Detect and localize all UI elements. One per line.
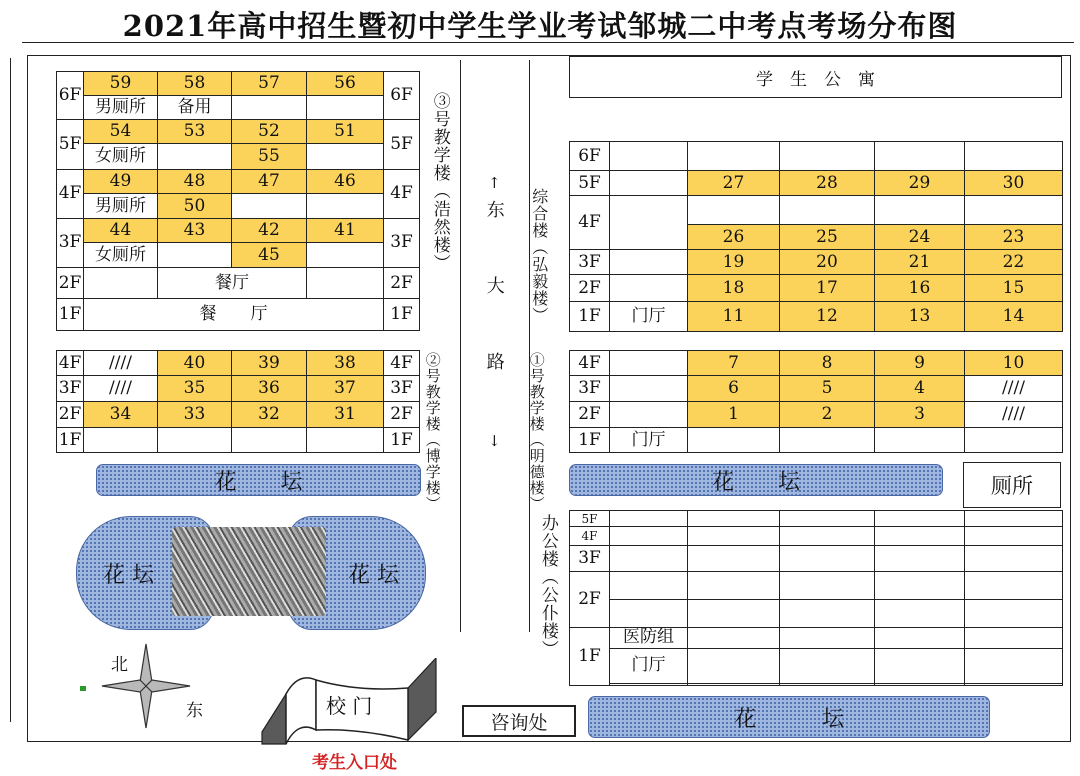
exam-room: 11 [688, 302, 780, 332]
exam-room: 52 [232, 119, 307, 143]
empty-room [688, 599, 780, 627]
exam-room: 26 [688, 225, 780, 250]
exam-room: 13 [875, 302, 965, 332]
exam-room: 29 [875, 171, 965, 196]
exam-room: 39 [232, 351, 307, 376]
exam-room: 38 [307, 351, 384, 376]
empty-room [610, 142, 688, 171]
floor-label: 5F [57, 119, 84, 169]
floor-label: 3F [570, 376, 610, 402]
building-2-name: ②号教学楼（博学楼） [423, 352, 442, 512]
rockery-image [172, 527, 326, 616]
empty-room [875, 511, 965, 527]
floor-label: 2F [570, 402, 610, 428]
floor-label: 4F [57, 169, 84, 218]
floor-label: 6F [57, 72, 84, 120]
empty-room [780, 428, 875, 453]
empty-room [875, 571, 965, 599]
empty-room [688, 527, 780, 546]
flowerbed-bottom-right: 花 坛 [588, 696, 990, 738]
empty-room [780, 142, 875, 171]
closed-room: //// [965, 402, 1063, 428]
exam-room: 22 [965, 250, 1063, 275]
dining-hall: 餐 厅 [84, 299, 384, 331]
exam-room: 53 [158, 119, 232, 143]
flowerbed-left: 花 坛 [76, 516, 214, 630]
exam-room: 15 [965, 275, 1063, 302]
empty-room [965, 428, 1063, 453]
empty-room [688, 627, 780, 648]
floor-label: 1F [384, 428, 420, 453]
lobby: 门厅 [610, 428, 688, 453]
exam-room: 16 [875, 275, 965, 302]
floor-label: 1F [570, 627, 610, 685]
empty-room [875, 142, 965, 171]
exam-room: 8 [780, 351, 875, 376]
empty-room [610, 599, 688, 627]
empty-room [875, 527, 965, 546]
floor-label: 3F [57, 376, 84, 402]
exam-room: 10 [965, 351, 1063, 376]
exam-room: 49 [84, 169, 158, 193]
empty-room [610, 527, 688, 546]
floor-label: 3F [570, 250, 610, 275]
empty-room [610, 275, 688, 302]
empty-room [232, 194, 307, 218]
empty-room [875, 627, 965, 648]
floor-label: 3F [570, 545, 610, 571]
lobby: 门厅 [610, 648, 688, 683]
exam-room: 44 [84, 218, 158, 242]
closed-room: //// [84, 376, 158, 402]
empty-room [688, 142, 780, 171]
empty-room [688, 648, 780, 683]
restroom-women: 女厕所 [84, 243, 158, 267]
closed-room: //// [965, 376, 1063, 402]
exam-room: 35 [158, 376, 232, 402]
empty-room [780, 599, 875, 627]
toilet: 厕所 [963, 462, 1061, 508]
exam-room: 58 [158, 72, 232, 96]
road-label: 东大路 [483, 200, 505, 428]
floor-label: 1F [570, 302, 610, 332]
building-3-grid [56, 71, 420, 331]
exam-room: 33 [158, 402, 232, 428]
flowerbed-top-right: 花 坛 [569, 464, 943, 496]
empty-room [780, 627, 875, 648]
empty-room [307, 267, 384, 299]
floor-label: 5F [384, 119, 420, 169]
building-1-grid [569, 350, 1063, 453]
restroom-women: 女厕所 [84, 144, 158, 169]
exam-room: 50 [158, 194, 232, 218]
floor-label: 2F [570, 275, 610, 302]
exam-room: 7 [688, 351, 780, 376]
empty-room [610, 376, 688, 402]
school-gate-label: 校 门 [326, 694, 373, 718]
empty-room [875, 428, 965, 453]
exam-room: 6 [688, 376, 780, 402]
exam-room: 57 [232, 72, 307, 96]
empty-room [688, 511, 780, 527]
page-title: 2021年高中招生暨初中学生学业考试邹城二中考点考场分布图 [122, 9, 958, 43]
closed-room: //// [84, 351, 158, 376]
comprehensive-building-name: 综合楼（弘毅楼） [529, 188, 549, 324]
student-dormitory: 学 生 公 寓 [569, 56, 1062, 98]
empty-room [875, 599, 965, 627]
floor-label: 6F [384, 72, 420, 120]
empty-room [688, 428, 780, 453]
exam-room: 20 [780, 250, 875, 275]
road-arrow-up: ↑ [488, 174, 501, 192]
comprehensive-building-grid [569, 141, 1063, 332]
compass-east-label: 东 [186, 701, 203, 721]
exam-room: 21 [875, 250, 965, 275]
floor-label: 1F [57, 428, 84, 453]
floor-label: 4F [57, 351, 84, 376]
empty-room [780, 545, 875, 571]
empty-room [307, 194, 384, 218]
exam-room: 59 [84, 72, 158, 96]
exam-room: 34 [84, 402, 158, 428]
exam-room: 42 [232, 218, 307, 242]
exam-room: 19 [688, 250, 780, 275]
green-marker [80, 686, 86, 691]
exam-room: 48 [158, 169, 232, 193]
exam-room: 46 [307, 169, 384, 193]
empty-room [84, 428, 158, 453]
empty-room [232, 428, 307, 453]
empty-room [610, 351, 688, 376]
floor-label: 1F [57, 299, 84, 331]
road-left-edge [460, 60, 461, 632]
exam-room: 23 [965, 225, 1063, 250]
office-building-grid [569, 510, 1063, 686]
floor-label: 6F [570, 142, 610, 171]
floor-label: 4F [384, 169, 420, 218]
empty-room [232, 96, 307, 119]
empty-room [610, 402, 688, 428]
left-margin-line [10, 58, 11, 722]
exam-room: 47 [232, 169, 307, 193]
exam-room: 17 [780, 275, 875, 302]
floor-label: 3F [384, 218, 420, 267]
empty-room [610, 511, 688, 527]
building-3-name: ③号教学楼（浩然楼） [429, 92, 450, 272]
empty-room [965, 527, 1063, 546]
empty-room [780, 511, 875, 527]
empty-room [875, 648, 965, 683]
exam-room: 5 [780, 376, 875, 402]
road-right-edge [529, 60, 530, 632]
empty-room [780, 648, 875, 683]
floor-label: 2F [57, 402, 84, 428]
student-entrance-label: 考生入口处 [312, 753, 397, 773]
exam-room: 4 [875, 376, 965, 402]
exam-room: 43 [158, 218, 232, 242]
floor-label: 2F [384, 267, 420, 299]
floor-label: 4F [570, 196, 610, 250]
empty-room [780, 571, 875, 599]
exam-room: 14 [965, 302, 1063, 332]
empty-room [965, 142, 1063, 171]
empty-room [780, 196, 875, 225]
exam-room: 51 [307, 119, 384, 143]
restroom-men: 男厕所 [84, 96, 158, 119]
empty-room [780, 527, 875, 546]
building-2-grid [56, 350, 420, 453]
exam-room: 27 [688, 171, 780, 196]
empty-room [875, 545, 965, 571]
empty-room [965, 648, 1063, 683]
empty-room [965, 196, 1063, 225]
floor-label: 4F [384, 351, 420, 376]
floor-label: 3F [57, 218, 84, 267]
exam-room: 45 [232, 243, 307, 267]
empty-room [688, 196, 780, 225]
exam-room: 9 [875, 351, 965, 376]
empty-room [158, 428, 232, 453]
floor-label: 4F [570, 527, 610, 546]
empty-room [610, 250, 688, 275]
empty-room [610, 196, 688, 250]
lobby: 门厅 [610, 302, 688, 332]
floor-label: 5F [570, 171, 610, 196]
floor-label: 2F [570, 571, 610, 627]
exam-room: 41 [307, 218, 384, 242]
floor-label: 1F [570, 428, 610, 453]
exam-room: 1 [688, 402, 780, 428]
floor-label: 2F [57, 267, 84, 299]
empty-room [875, 196, 965, 225]
exam-room: 30 [965, 171, 1063, 196]
empty-room [965, 599, 1063, 627]
empty-room [307, 144, 384, 169]
clinic: 医防组 [610, 627, 688, 648]
exam-room: 55 [232, 144, 307, 169]
building-1-name: ①号教学楼（明德楼） [527, 352, 546, 512]
flowerbed-top-left: 花 坛 [96, 464, 421, 496]
exam-room: 56 [307, 72, 384, 96]
exam-room: 40 [158, 351, 232, 376]
dining-hall: 餐厅 [158, 267, 307, 299]
title-underline [22, 42, 1074, 43]
exam-room: 37 [307, 376, 384, 402]
empty-room [307, 96, 384, 119]
empty-room [307, 243, 384, 267]
office-building-name: 办公楼（公仆楼） [537, 514, 558, 658]
floor-label: 1F [384, 299, 420, 331]
exam-room: 24 [875, 225, 965, 250]
floor-label: 4F [570, 351, 610, 376]
restroom-men: 男厕所 [84, 194, 158, 218]
compass-north-label: 北 [111, 655, 128, 675]
floor-label: 5F [570, 511, 610, 527]
road-arrow-down: ↓ [488, 432, 501, 450]
exam-room: 54 [84, 119, 158, 143]
exam-room: 31 [307, 402, 384, 428]
empty-room [158, 144, 232, 169]
exam-room: 36 [232, 376, 307, 402]
empty-room [965, 511, 1063, 527]
empty-room [965, 627, 1063, 648]
empty-room [307, 428, 384, 453]
empty-room [158, 243, 232, 267]
spare-room: 备用 [158, 96, 232, 119]
empty-room [610, 171, 688, 196]
floor-label: 2F [384, 402, 420, 428]
empty-room [688, 545, 780, 571]
exam-room: 28 [780, 171, 875, 196]
empty-room [610, 571, 688, 599]
exam-room: 12 [780, 302, 875, 332]
empty-room [688, 571, 780, 599]
exam-room: 2 [780, 402, 875, 428]
exam-room: 18 [688, 275, 780, 302]
empty-room [84, 267, 158, 299]
consultation-desk: 咨询处 [462, 705, 576, 737]
exam-room: 3 [875, 402, 965, 428]
empty-room [965, 545, 1063, 571]
floor-label: 3F [384, 376, 420, 402]
flowerbed-right: 花 坛 [288, 516, 426, 630]
empty-room [610, 545, 688, 571]
exam-room: 25 [780, 225, 875, 250]
empty-room [965, 571, 1063, 599]
exam-room: 32 [232, 402, 307, 428]
